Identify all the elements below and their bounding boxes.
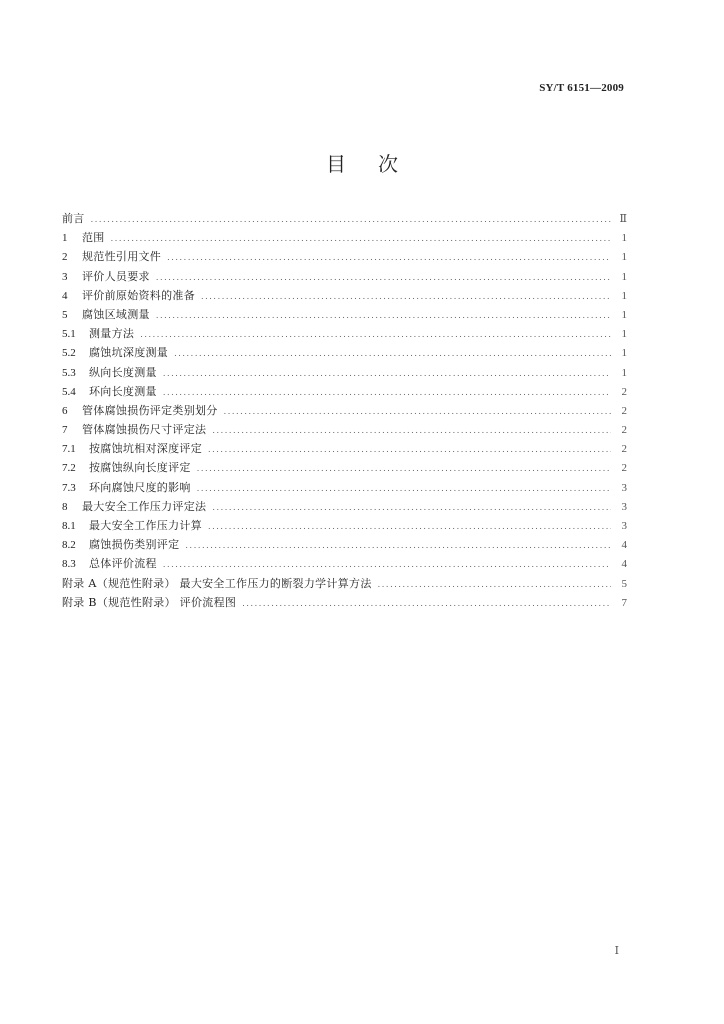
toc-entry[interactable]	[62, 306, 627, 325]
toc-entry-label: 最大安全工作压力计算	[89, 519, 202, 532]
toc-entry[interactable]	[62, 575, 627, 594]
toc-entry-label: 评价人员要求	[82, 269, 150, 283]
toc-entry-page: 1	[621, 289, 627, 302]
dot-leader	[208, 522, 611, 531]
toc-entry[interactable]	[62, 594, 627, 613]
toc-entry[interactable]	[62, 287, 627, 306]
toc-entry-page: 3	[621, 500, 627, 513]
toc-entry-label: 管体腐蚀损伤评定类别划分	[82, 403, 218, 417]
toc-entry[interactable]	[62, 383, 627, 402]
toc-entry-page: 5	[621, 577, 627, 590]
toc-entry[interactable]	[62, 268, 627, 287]
dot-leader	[163, 560, 611, 569]
toc-entry-page: 2	[621, 443, 627, 456]
toc-entry-number: 8.3	[62, 558, 76, 571]
dot-leader	[140, 330, 611, 339]
toc-entry-label: 按腐蚀坑相对深度评定	[89, 442, 202, 456]
toc-entry-number: 5.1	[62, 328, 76, 341]
toc-entry-page: 1	[621, 308, 627, 321]
toc-entry[interactable]	[62, 325, 627, 344]
toc-entry-label: 附录 A（规范性附录） 最大安全工作压力的断裂力学计算方法	[62, 576, 372, 590]
toc-entry-label: 最大安全工作压力评定法	[82, 499, 207, 513]
toc-entry-page: 1	[621, 366, 627, 379]
toc-entry-number: 5.2	[62, 347, 76, 360]
toc-entry-label: 管体腐蚀损伤尺寸评定法	[82, 423, 207, 437]
toc-entry[interactable]	[62, 229, 627, 248]
toc-entry-number: 8	[62, 500, 68, 513]
dot-leader	[111, 234, 611, 243]
toc-entry-number: 3	[62, 270, 68, 283]
toc-entry-label: 测量方法	[89, 327, 135, 341]
toc-entry[interactable]	[62, 479, 627, 498]
dot-leader	[163, 369, 611, 378]
dot-leader	[242, 599, 611, 608]
toc-entry-label: 腐蚀坑深度测量	[89, 346, 169, 360]
toc-entry-number: 8.2	[62, 539, 76, 552]
dot-leader	[201, 292, 611, 301]
toc-entry[interactable]	[62, 459, 627, 478]
toc-entry[interactable]	[62, 498, 627, 517]
toc-entry[interactable]	[62, 536, 627, 555]
toc-entry-label: 环向腐蚀尺度的影响	[89, 480, 191, 494]
toc-entry[interactable]	[62, 402, 627, 421]
dot-leader	[167, 253, 611, 262]
dot-leader	[156, 311, 611, 320]
toc-entry-label: 腐蚀损伤类别评定	[89, 538, 180, 552]
toc-entry[interactable]	[62, 555, 627, 574]
toc-entry-label: 腐蚀区域测量	[82, 307, 150, 321]
toc-entry[interactable]	[62, 440, 627, 459]
dot-leader	[197, 484, 611, 493]
toc-entry-page: 1	[621, 270, 627, 283]
toc-entry-number: 1	[62, 232, 68, 245]
toc-entry-page: 2	[621, 424, 627, 437]
toc-entry-label: 范围	[82, 231, 105, 245]
toc-entry-number: 7.3	[62, 481, 76, 494]
dot-leader	[224, 407, 611, 416]
toc-entry-number: 5.3	[62, 366, 76, 379]
toc-entry-page: 3	[621, 481, 627, 494]
dot-leader	[197, 464, 611, 473]
toc-entry-label: 纵向长度测量	[89, 365, 157, 379]
toc-entry-page: 2	[621, 404, 627, 417]
toc-entry[interactable]	[62, 344, 627, 363]
toc-entry-page: 2	[621, 462, 627, 475]
toc-entry-label: 环向长度测量	[89, 384, 157, 398]
dot-leader	[163, 388, 611, 397]
toc-list	[62, 210, 627, 613]
dot-leader	[212, 503, 611, 512]
toc-entry-number: 6	[62, 404, 68, 417]
toc-entry-label: 总体评价流程	[89, 557, 157, 571]
dot-leader	[156, 273, 611, 282]
toc-entry-page: 7	[621, 596, 627, 609]
toc-entry-number: 7.2	[62, 462, 76, 475]
toc-entry-page: 2	[621, 385, 627, 398]
toc-entry-page: 4	[621, 539, 627, 552]
toc-entry-label: 附录 B（规范性附录） 评价流程图	[62, 595, 237, 609]
toc-entry-number: 7	[62, 424, 68, 437]
dot-leader	[378, 580, 611, 589]
toc-entry-number: 7.1	[62, 443, 76, 456]
toc-entry[interactable]	[62, 248, 627, 267]
toc-entry-page: 1	[621, 251, 627, 264]
toc-entry-page: 1	[621, 328, 627, 341]
standard-code: SY/T 6151—2009	[539, 82, 624, 94]
toc-entry-page: 4	[621, 558, 627, 571]
toc-entry-number: 5	[62, 308, 68, 321]
page-number: Ⅰ	[614, 945, 619, 957]
toc-title: 目次	[326, 152, 430, 176]
toc-entry[interactable]	[62, 364, 627, 383]
toc-entry-page: 3	[621, 520, 627, 532]
dot-leader	[208, 445, 611, 454]
toc-entry-label: 规范性引用文件	[82, 250, 162, 264]
toc-entry[interactable]	[62, 210, 627, 229]
toc-entry-page: 1	[621, 232, 627, 245]
toc-entry[interactable]	[62, 517, 627, 536]
toc-entry-number: 4	[62, 289, 68, 302]
toc-entry-label: 前言	[62, 212, 85, 225]
dot-leader	[212, 426, 611, 435]
toc-entry-page: 1	[621, 347, 627, 360]
toc-entry-label: 评价前原始资料的准备	[82, 288, 195, 302]
toc-entry[interactable]	[62, 421, 627, 440]
dot-leader	[185, 541, 611, 550]
dot-leader	[91, 215, 611, 224]
toc-entry-page: Ⅱ	[619, 213, 627, 225]
toc-entry-number: 5.4	[62, 385, 76, 398]
toc-entry-number: 8.1	[62, 520, 76, 532]
toc-entry-label: 按腐蚀纵向长度评定	[89, 461, 191, 475]
dot-leader	[174, 349, 611, 358]
toc-entry-number: 2	[62, 251, 68, 264]
